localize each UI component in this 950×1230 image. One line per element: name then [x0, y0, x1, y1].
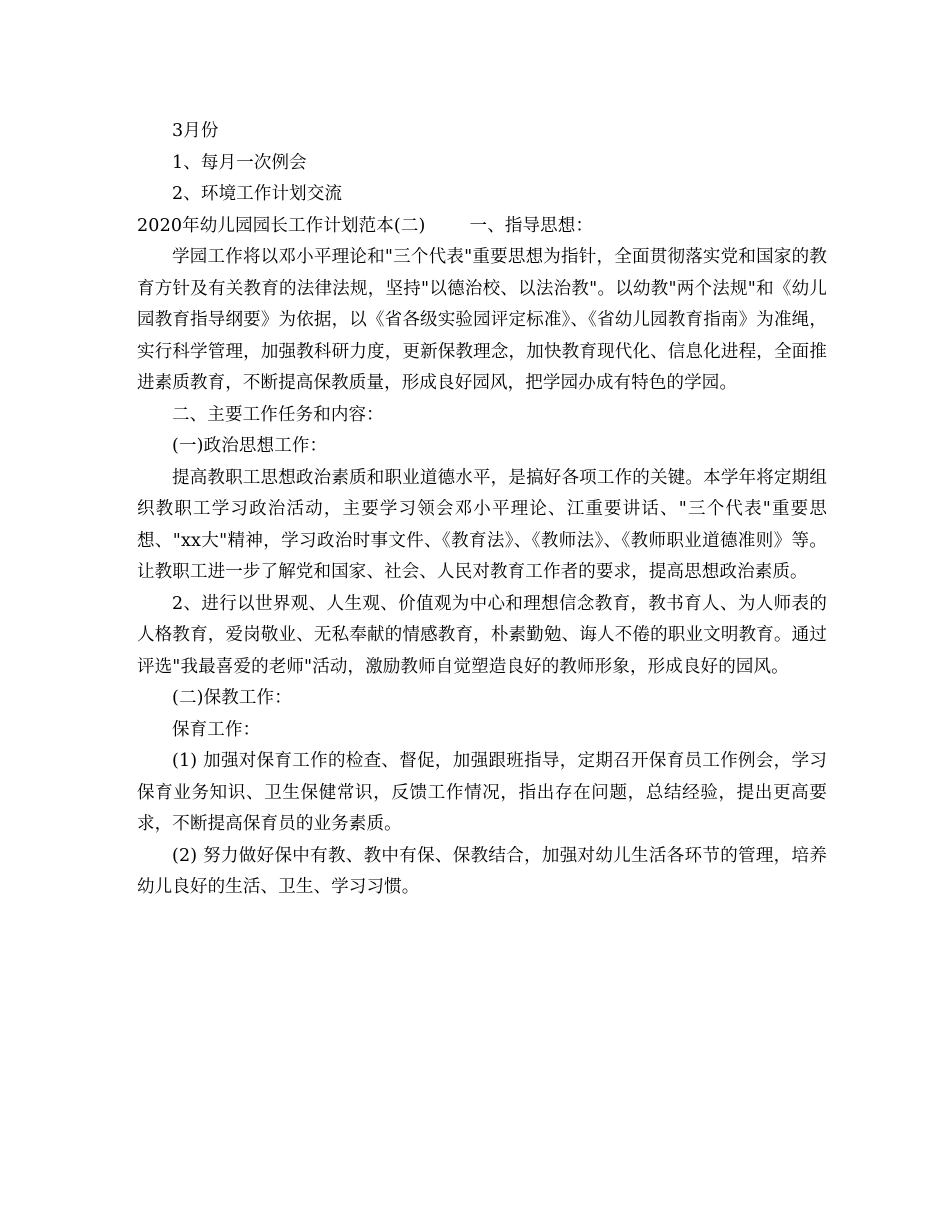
section-title: 2020年幼儿园园长工作计划范本(二)	[137, 215, 426, 236]
sub-label: 保育工作：	[172, 719, 261, 740]
section-heading: 二、主要工作任务和内容：	[172, 404, 384, 425]
sub-heading: (二)保教工作：	[172, 688, 292, 708]
paragraph: 学园工作将以邓小平理论和"三个代表"重要思想为指针，全面贯彻落实党和国家的教育方针及有关教育的法律法规，坚持"以德治校、以法治教"。以幼教"两个法规"和《幼儿园教育指导纲要》为依据，以《省各级实验园评定标准》、《省幼儿园教育指南》为准绳，实行科学管理，加强教科研力度，更新保教理念，加快教育现代化、信息化进程，全面推进素质教育，不断提高保教质量，形成良好园风，把学园办成有特色的学园。	[137, 247, 827, 393]
section-title-line	[137, 211, 827, 243]
list-item: 1、每月一次例会	[172, 152, 307, 173]
month-heading: 3月份	[172, 121, 219, 141]
section-heading: 一、指导思想：	[469, 215, 594, 236]
paragraph: (1) 加强对保育工作的检查、督促，加强跟班指导，定期召开保育员工作例会，学习保育业务知识、卫生保健常识，反馈工作情况，指出存在问题，总结经验，提出更高要求，不断提高保育员的业务素质。	[137, 751, 827, 834]
list-item: 2、环境工作计划交流	[172, 184, 343, 204]
paragraph: 2、进行以世界观、人生观、价值观为中心和理想信念教育，教书育人、为人师表的人格教育，爱岗敬业、无私奉献的情感教育，朴素勤勉、诲人不倦的职业文明教育。通过评选"我最喜爱的老师"活动，激励教师自觉塑造良好的教师形象，形成良好的园风。	[137, 593, 827, 677]
sub-heading: (一)政治思想工作：	[172, 436, 328, 456]
paragraph: 提高教职工思想政治素质和职业道德水平，是搞好各项工作的关键。本学年将定期组织教职工学习政治活动，主要学习领会邓小平理论、江重要讲话、"三个代表"重要思想、"xx大"精神，学习政治时事文件、《教育法》、《教师法》、《教师职业道德准则》等。让教职工进一步了解党和国家、社会、人民对教育工作者的要求，提高思想政治素质。	[137, 467, 827, 582]
document-body	[137, 116, 827, 904]
paragraph: (2) 努力做好保中有教、教中有保、保教结合，加强对幼儿生活各环节的管理，培养幼儿良好的生活、卫生、学习习惯。	[137, 845, 827, 897]
